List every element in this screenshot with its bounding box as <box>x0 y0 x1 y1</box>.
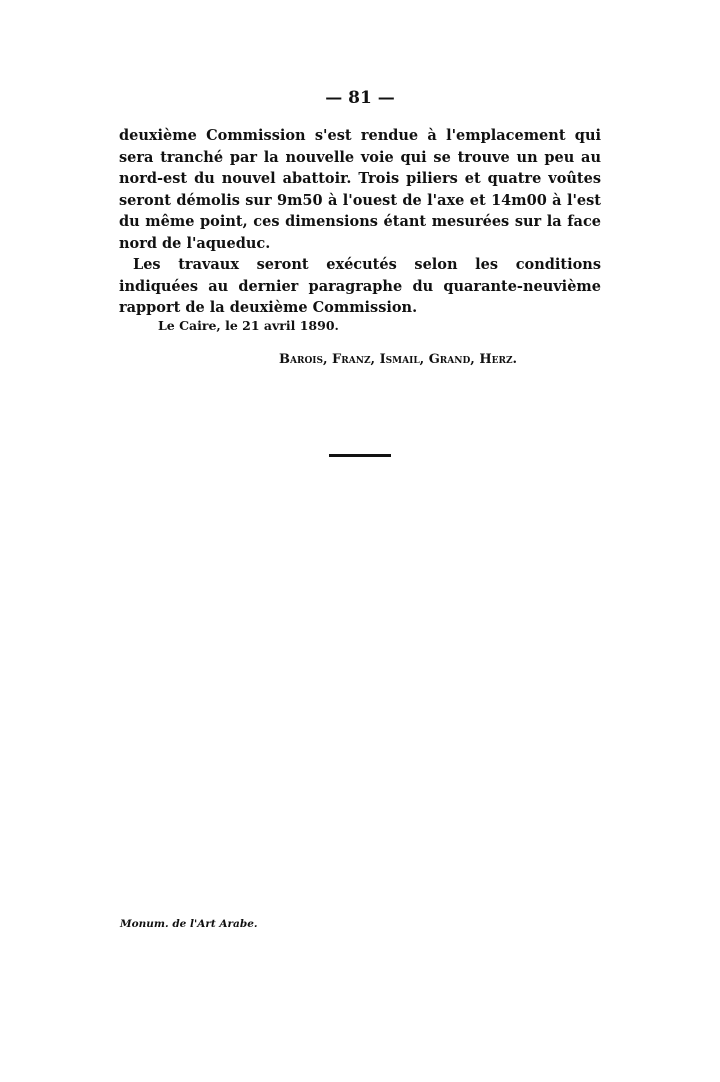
main-text <box>119 125 601 319</box>
place-date: Le Caire, le 21 avril 1890. <box>158 318 339 333</box>
signatories: Barois, Franz, Ismail, Grand, Herz. <box>279 352 518 367</box>
paragraph: Les travaux seront exécutés selon les conditions indiquées au dernier paragraphe du quarante-neuvième rapport de la deuxième Commission. <box>119 256 601 316</box>
paragraph: deuxième Commission s'est rendue à l'emplacement qui sera tranché par la nouvelle voie qui se trouve un peu au nord-est du nouvel abattoir. Trois piliers et quatre voûtes seront démolis sur 9m50 à l'ouest de l'axe et 14m00 à l'est du même point, ces dimensions étant mesurées sur la face nord de l'aqueduc. <box>119 127 601 252</box>
separator-rule <box>329 454 391 457</box>
page-number: — 81 — <box>325 88 395 108</box>
footer-note: Monum. de l'Art Arabe. <box>120 918 258 930</box>
